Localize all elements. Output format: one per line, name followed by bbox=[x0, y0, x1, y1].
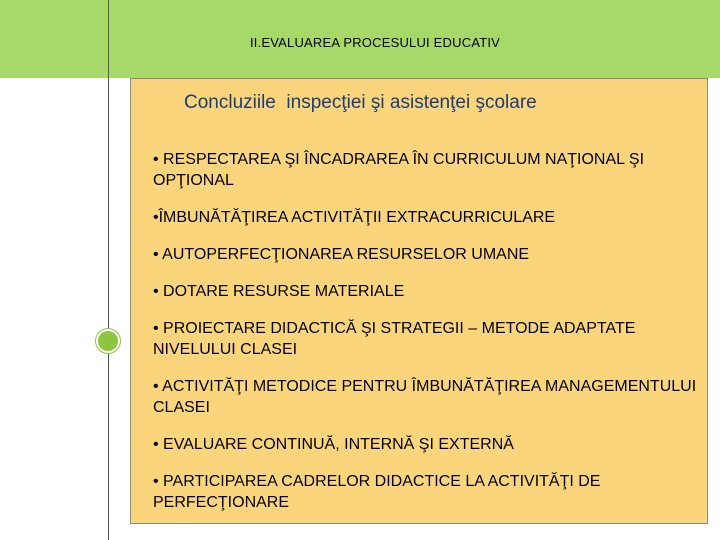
bullet-item: • RESPECTAREA ŞI ÎNCADRAREA ÎN CURRICULUM NAŢIONAL ŞI OPŢIONAL bbox=[153, 151, 645, 189]
bullet-item: • AUTOPERFECŢIONAREA RESURSELOR UMANE bbox=[153, 246, 530, 263]
bullet-item: • EVALUARE CONTINUĂ, INTERNĂ ŞI EXTERNĂ bbox=[153, 436, 514, 453]
bullet-list bbox=[153, 149, 698, 529]
bullet-item: • PARTICIPAREA CADRELOR DIDACTICE LA ACTIVITĂŢI DE PERFECŢIONARE bbox=[153, 473, 601, 511]
decorative-circle-icon bbox=[96, 329, 120, 353]
bullet-item: •ÎMBUNĂTĂŢIREA ACTIVITĂŢII EXTRACURRICULARE bbox=[153, 209, 556, 226]
bullet-item: • PROIECTARE DIDACTICĂ ŞI STRATEGII – METODE ADAPTATE NIVELULUI CLASEI bbox=[153, 320, 636, 358]
slide-header-title: II.EVALUAREA PROCESULUI EDUCATIV bbox=[249, 35, 501, 50]
bullet-item: • DOTARE RESURSE MATERIALE bbox=[153, 283, 405, 300]
vertical-divider-line bbox=[108, 0, 109, 540]
content-title: Concluziile inspecţiei şi asistenţei şcolare bbox=[184, 92, 537, 113]
bullet-item: • ACTIVITĂŢI METODICE PENTRU ÎMBUNĂTĂŢIREA MANAGEMENTULUI CLASEI bbox=[153, 378, 697, 416]
content-box bbox=[130, 78, 708, 524]
